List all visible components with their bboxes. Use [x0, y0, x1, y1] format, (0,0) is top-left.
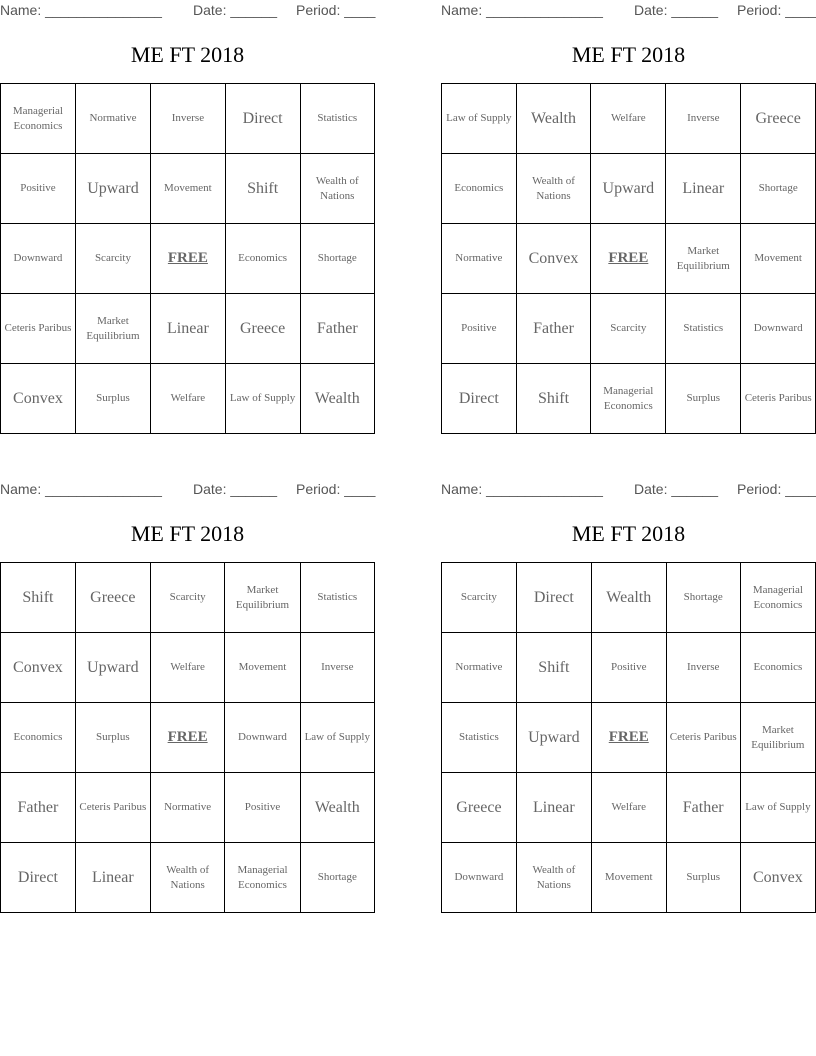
bingo-row: [1, 84, 375, 154]
bingo-grid: [0, 562, 375, 913]
bingo-cell: Inverse: [151, 84, 226, 154]
bingo-cell: Ceteris Paribus: [1, 294, 76, 364]
student-info-line: [441, 2, 816, 20]
bingo-cell: Greece: [75, 563, 150, 633]
bingo-cell: Inverse: [666, 84, 741, 154]
bingo-row: [1, 294, 375, 364]
bingo-cell: Managerial Economics: [225, 843, 300, 913]
bingo-cell: Direct: [1, 843, 76, 913]
bingo-cell: Greece: [442, 773, 517, 843]
name-field: Name: _______________: [0, 2, 162, 18]
bingo-cell: Scarcity: [442, 563, 517, 633]
bingo-cell: Convex: [1, 633, 76, 703]
bingo-cell: Linear: [151, 294, 226, 364]
bingo-cell: Positive: [1, 154, 76, 224]
bingo-cell: Shortage: [666, 563, 740, 633]
bingo-cell: Market Equilibrium: [740, 703, 815, 773]
bingo-cell: Convex: [740, 843, 815, 913]
bingo-cell: Law of Supply: [442, 84, 517, 154]
bingo-row: [442, 563, 816, 633]
bingo-cell: Wealth of Nations: [516, 154, 591, 224]
bingo-cell: Direct: [516, 563, 591, 633]
bingo-row: [442, 84, 816, 154]
bingo-cell: Father: [666, 773, 740, 843]
bingo-cell: Shortage: [300, 843, 374, 913]
card-title: ME FT 2018: [130, 521, 245, 546]
bingo-cell: Convex: [516, 224, 591, 294]
bingo-cell: Father: [516, 294, 591, 364]
bingo-cell: Ceteris Paribus: [741, 364, 816, 434]
free-space-cell: FREE: [591, 703, 666, 773]
bingo-row: [442, 154, 816, 224]
bingo-cell: Wealth of Nations: [150, 843, 225, 913]
bingo-cell: Wealth of Nations: [300, 154, 374, 224]
bingo-cell: Statistics: [300, 563, 374, 633]
bingo-cell: Inverse: [300, 633, 374, 703]
bingo-cell: Scarcity: [75, 224, 150, 294]
bingo-cell: Ceteris Paribus: [666, 703, 740, 773]
bingo-row: [1, 773, 375, 843]
period-field: Period: ____: [737, 481, 816, 497]
bingo-row: [1, 563, 375, 633]
bingo-row: [1, 154, 375, 224]
period-field: Period: ____: [296, 481, 376, 497]
bingo-row: [442, 633, 816, 703]
bingo-row: [442, 703, 816, 773]
card-title: ME FT 2018: [130, 42, 245, 67]
bingo-cell: Shortage: [300, 224, 374, 294]
bingo-row: [442, 773, 816, 843]
card-title: ME FT 2018: [571, 42, 686, 67]
bingo-cell: Statistics: [666, 294, 741, 364]
bingo-cell: Scarcity: [150, 563, 225, 633]
bingo-row: [1, 633, 375, 703]
bingo-row: [442, 843, 816, 913]
bingo-cell: Welfare: [591, 84, 666, 154]
bingo-cell: Statistics: [300, 84, 374, 154]
bingo-row: [1, 224, 375, 294]
bingo-cell: Positive: [225, 773, 300, 843]
bingo-cell: Movement: [741, 224, 816, 294]
bingo-cell: Economics: [1, 703, 76, 773]
bingo-cell: Economics: [740, 633, 815, 703]
bingo-cell: Father: [1, 773, 76, 843]
free-space-cell: FREE: [151, 224, 226, 294]
bingo-cell: Linear: [516, 773, 591, 843]
bingo-cell: Positive: [591, 633, 666, 703]
bingo-cell: Surplus: [75, 364, 150, 434]
student-info-line: [441, 481, 816, 499]
student-info-line: [0, 2, 375, 20]
bingo-cell: Economics: [442, 154, 517, 224]
bingo-cell: Shift: [1, 563, 76, 633]
bingo-cell: Managerial Economics: [740, 563, 815, 633]
bingo-cell: Shift: [516, 364, 591, 434]
bingo-cell: Surplus: [666, 364, 741, 434]
bingo-cell: Upward: [516, 703, 591, 773]
bingo-cell: Shortage: [741, 154, 816, 224]
student-info-line: [0, 481, 375, 499]
date-field: Date: ______: [634, 2, 719, 18]
bingo-cell: Wealth of Nations: [516, 843, 591, 913]
bingo-cell: Linear: [75, 843, 150, 913]
bingo-cell: Greece: [225, 294, 300, 364]
date-field: Date: ______: [193, 481, 278, 497]
bingo-cell: Direct: [225, 84, 300, 154]
period-field: Period: ____: [296, 2, 376, 18]
bingo-cell: Upward: [75, 633, 150, 703]
bingo-cell: Normative: [150, 773, 225, 843]
bingo-cell: Movement: [151, 154, 226, 224]
bingo-cell: Convex: [1, 364, 76, 434]
bingo-cell: Linear: [666, 154, 741, 224]
free-space-cell: FREE: [591, 224, 666, 294]
bingo-cell: Law of Supply: [300, 703, 374, 773]
bingo-cell: Managerial Economics: [591, 364, 666, 434]
bingo-cell: Law of Supply: [740, 773, 815, 843]
bingo-cell: Economics: [225, 224, 300, 294]
name-field: Name: _______________: [0, 481, 162, 497]
bingo-cell: Scarcity: [591, 294, 666, 364]
bingo-cell: Wealth: [300, 364, 374, 434]
bingo-row: [1, 364, 375, 434]
bingo-grid: [441, 83, 816, 434]
bingo-cell: Shift: [225, 154, 300, 224]
bingo-cell: Ceteris Paribus: [75, 773, 150, 843]
bingo-cell: Movement: [591, 843, 666, 913]
bingo-cell: Upward: [591, 154, 666, 224]
bingo-cell: Surplus: [666, 843, 740, 913]
bingo-cell: Welfare: [591, 773, 666, 843]
bingo-cell: Market Equilibrium: [75, 294, 150, 364]
bingo-cell: Shift: [516, 633, 591, 703]
bingo-cell: Statistics: [442, 703, 517, 773]
bingo-cell: Downward: [225, 703, 300, 773]
bingo-cell: Law of Supply: [225, 364, 300, 434]
bingo-cell: Wealth: [300, 773, 374, 843]
bingo-cell: Welfare: [151, 364, 226, 434]
bingo-cell: Movement: [225, 633, 300, 703]
bingo-cell: Wealth: [516, 84, 591, 154]
bingo-cell: Greece: [741, 84, 816, 154]
bingo-cell: Father: [300, 294, 374, 364]
bingo-cell: Normative: [75, 84, 150, 154]
bingo-row: [1, 703, 375, 773]
bingo-cell: Positive: [442, 294, 517, 364]
bingo-cell: Normative: [442, 224, 517, 294]
name-field: Name: _______________: [441, 481, 603, 497]
bingo-row: [442, 224, 816, 294]
bingo-grid: [441, 562, 816, 913]
bingo-cell: Downward: [442, 843, 517, 913]
period-field: Period: ____: [737, 2, 816, 18]
bingo-cell: Downward: [741, 294, 816, 364]
bingo-cell: Downward: [1, 224, 76, 294]
free-space-cell: FREE: [150, 703, 225, 773]
card-title: ME FT 2018: [571, 521, 686, 546]
bingo-cell: Upward: [75, 154, 150, 224]
bingo-row: [442, 364, 816, 434]
bingo-row: [1, 843, 375, 913]
bingo-cell: Surplus: [75, 703, 150, 773]
name-field: Name: _______________: [441, 2, 603, 18]
bingo-grid: [0, 83, 375, 434]
date-field: Date: ______: [634, 481, 719, 497]
bingo-cell: Inverse: [666, 633, 740, 703]
date-field: Date: ______: [193, 2, 278, 18]
bingo-cell: Market Equilibrium: [666, 224, 741, 294]
bingo-cell: Wealth: [591, 563, 666, 633]
bingo-cell: Managerial Economics: [1, 84, 76, 154]
bingo-cell: Normative: [442, 633, 517, 703]
bingo-row: [442, 294, 816, 364]
bingo-cell: Direct: [442, 364, 517, 434]
bingo-cell: Welfare: [150, 633, 225, 703]
bingo-cell: Market Equilibrium: [225, 563, 300, 633]
